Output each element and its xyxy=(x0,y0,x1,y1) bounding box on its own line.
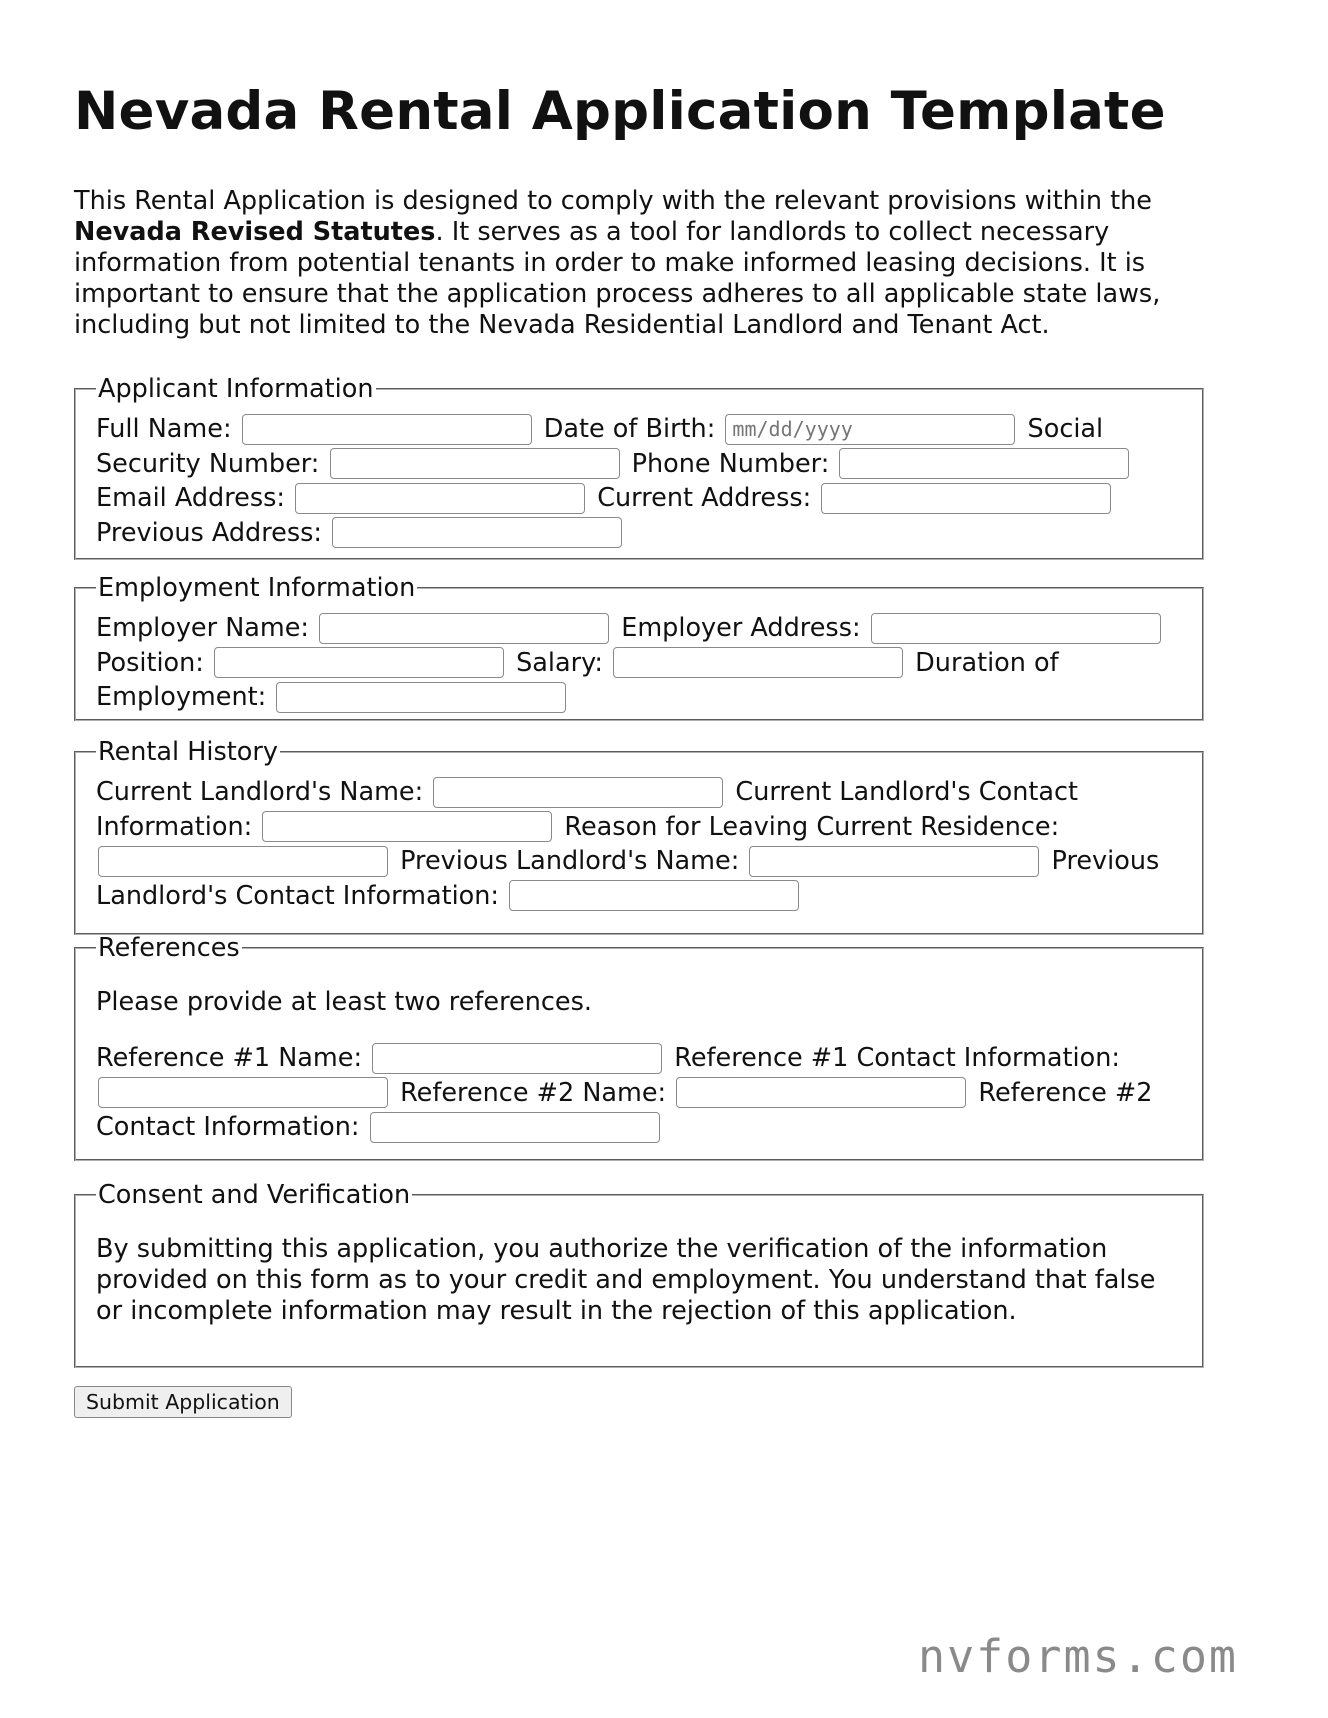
email-label: Email Address: xyxy=(96,483,285,513)
duration-input[interactable] xyxy=(276,682,566,713)
ssn-input[interactable] xyxy=(330,448,620,479)
current-address-input[interactable] xyxy=(821,483,1111,514)
previous-landlord-name-label: Previous Landlord's Name: xyxy=(400,846,740,876)
ref2-contact-input[interactable] xyxy=(370,1112,660,1143)
previous-address-input[interactable] xyxy=(332,517,622,548)
full-name-input[interactable] xyxy=(242,414,532,445)
references-instruction: Please provide at least two references. xyxy=(96,987,592,1017)
consent-text: By submitting this application, you authorize the verification of the information provided on this form as to your credit and employment. You understand that false or incomplete information may result in the rejection of this application. xyxy=(96,1234,1156,1326)
current-address-label: Current Address: xyxy=(597,483,812,513)
current-landlord-name-input[interactable] xyxy=(433,777,723,808)
reason-leaving-input[interactable] xyxy=(98,846,388,877)
dob-input[interactable] xyxy=(725,414,1015,445)
references-section xyxy=(74,933,1204,1161)
intro-bold-statutes: Nevada Revised Statutes xyxy=(74,216,436,247)
employer-name-label: Employer Name: xyxy=(96,613,310,643)
consent-legend: Consent and Verification xyxy=(98,1180,411,1210)
duration-label: Duration of Employment: xyxy=(96,647,1059,712)
submit-application-button[interactable]: Submit Application xyxy=(74,1386,292,1418)
ref1-contact-label: Reference #1 Contact Information: xyxy=(674,1043,1120,1073)
previous-landlord-contact-label: Previous Landlord's Contact Information: xyxy=(96,846,1160,911)
ssn-label: Social Security Number: xyxy=(96,414,1104,479)
watermark: nvforms.com xyxy=(918,1630,1239,1683)
previous-landlord-contact-input[interactable] xyxy=(509,880,799,911)
employment-legend: Employment Information xyxy=(98,573,416,603)
references-legend: References xyxy=(98,933,240,963)
salary-label: Salary: xyxy=(516,647,603,678)
employer-address-label: Employer Address: xyxy=(621,613,861,643)
reason-leaving-label: Reason for Leaving Current Residence: xyxy=(564,811,1060,842)
dob-label: Date of Birth: xyxy=(543,414,716,444)
page xyxy=(74,80,1254,1326)
previous-address-label: Previous Address: xyxy=(96,517,323,548)
current-landlord-contact-label: Current Landlord's Contact Information: xyxy=(96,777,1079,842)
full-name-label: Full Name: xyxy=(96,414,232,444)
employer-address-input[interactable] xyxy=(871,613,1161,644)
employer-name-input[interactable] xyxy=(319,613,609,644)
ref2-name-label: Reference #2 Name: xyxy=(400,1077,667,1108)
position-input[interactable] xyxy=(214,647,504,678)
phone-input[interactable] xyxy=(839,448,1129,479)
intro-text-end: . It serves as a tool for landlords to collect necessary information from potential tenants in order to make informed leasing decisions. It is important to ensure that the application process adheres to all applicable state laws, including but not limited to the Nevada Residential Landlord and Tenant Act. xyxy=(74,216,1161,340)
applicant-information-section xyxy=(74,374,1204,560)
page-title: Nevada Rental Application Template xyxy=(74,81,1166,142)
ref1-contact-input[interactable] xyxy=(98,1077,388,1108)
position-label: Position: xyxy=(96,647,204,678)
ref1-name-label: Reference #1 Name: xyxy=(96,1043,363,1073)
employment-information-section xyxy=(74,573,1204,721)
current-landlord-contact-input[interactable] xyxy=(262,811,552,842)
email-input[interactable] xyxy=(295,483,585,514)
ref1-name-input[interactable] xyxy=(372,1043,662,1074)
salary-input[interactable] xyxy=(613,647,903,678)
previous-landlord-name-input[interactable] xyxy=(749,846,1039,877)
intro-text-start: This Rental Application is designed to comply with the relevant provisions within the xyxy=(74,185,1152,216)
consent-section xyxy=(74,1180,1204,1368)
current-landlord-name-label: Current Landlord's Name: xyxy=(96,777,424,807)
phone-label: Phone Number: xyxy=(631,448,830,479)
ref2-name-input[interactable] xyxy=(676,1077,966,1108)
ref2-contact-label: Reference #2 Contact Information: xyxy=(96,1077,1153,1142)
rental-legend: Rental History xyxy=(98,737,278,767)
applicant-legend: Applicant Information xyxy=(98,374,374,404)
rental-history-section xyxy=(74,737,1204,935)
intro-paragraph xyxy=(74,186,1194,341)
